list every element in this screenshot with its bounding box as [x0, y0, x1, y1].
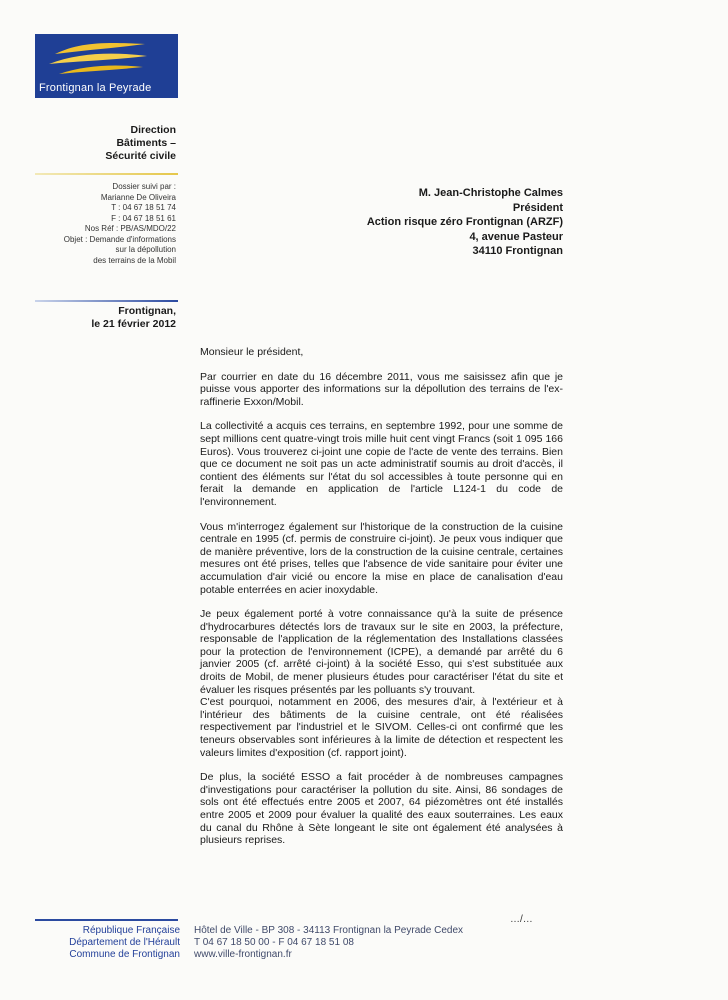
wave-icon — [35, 34, 178, 82]
addressee-line: Président — [512, 201, 563, 214]
addressee-line: 34110 Frontignan — [472, 245, 563, 257]
addressee-line: 4, avenue Pasteur — [469, 230, 563, 243]
dossier-line: Marianne De Oliveira — [100, 192, 176, 202]
salutation: Monsieur le président, — [200, 346, 304, 358]
paragraph: Je peux également porté à votre connaissance qu'à la suite de présence d'hydrocarbures détectés lors de travaux sur le site en 2003, la préfecture, responsable de l'application de la réglementation des Installations classées pour la protection de l'environnement (ICPE), a demandé par arrêté du 6 janvier 2005 (cf. arrêté ci-joint) à la société Esso, qui s'est substituée aux droits de Mobil, de mener plusieurs études pour caractériser l'état du site et évaluer les risques présentés par les polluants s'y trouvant. — [200, 608, 563, 696]
department-block — [105, 124, 176, 163]
date: le 21 février 2012 — [91, 318, 176, 330]
dossier-line: Nos Réf : PB/AS/MDO/22 — [84, 224, 176, 233]
department-line: Sécurité civile — [105, 150, 176, 162]
city: Frontignan, — [118, 305, 176, 317]
city-date-block — [91, 305, 176, 331]
dossier-line: des terrains de la Mobil — [93, 255, 176, 265]
footer-divider — [35, 919, 178, 921]
dossier-block — [64, 182, 176, 266]
paragraph: Par courrier en date du 16 décembre 2011, vous me saisissez afin que je puisse vous apporter des informations sur la dépollution des terrains de l'ex-raffinerie Exxon/Mobil. — [200, 370, 563, 408]
addressee-line: Action risque zéro Frontignan (ARZF) — [366, 216, 563, 228]
dossier-line: T : 04 67 18 51 74 — [111, 203, 176, 212]
dossier-line: Objet : Demande d'informations — [63, 234, 176, 244]
footer-left-line: République Française — [82, 925, 180, 936]
divider-yellow — [35, 173, 178, 175]
footer-phone: T 04 67 18 50 00 - F 04 67 18 51 08 — [194, 937, 354, 948]
department-line: Bâtiments – — [116, 137, 176, 149]
paragraph: Vous m'interrogez également sur l'historique de la construction de la cuisine centrale en 1995 (cf. permis de construire ci-joint). Je peux vous indiquer que de manière préventive, lors de la construction de la cuisine centrale, certaines mesures ont été prises, telles que l'absence de vide sanitaire pour éviter une accumulation d'air vicié ou encore la mise en place de canalisation d'eau potable enterrées en acier inoxydable. — [200, 520, 563, 596]
footer-website[interactable]: www.ville-frontignan.fr — [194, 949, 292, 960]
paragraph: C'est pourquoi, notamment en 2006, des mesures d'air, à l'extérieur et à l'intérieur des bâtiments de la cuisine centrale, ont été réalisées respectivement par l'industriel et le SIVOM. Celles-ci ont confirmé que les teneurs observables sont inférieures à la limite de détection et respectent les valeurs limites d'exposition (cf. rapport joint). — [200, 696, 563, 759]
footer-left-line: Commune de Frontignan — [69, 949, 180, 960]
divider-blue — [35, 300, 178, 302]
dossier-line: F : 04 67 18 51 61 — [111, 213, 176, 223]
letter-body — [200, 346, 563, 859]
footer-left-line: Département de l'Hérault — [69, 937, 180, 948]
logo-text: Frontignan la Peyrade — [39, 82, 152, 94]
continuation-mark: …/… — [510, 914, 533, 925]
addressee-line: M. Jean-Christophe Calmes — [418, 187, 563, 199]
dossier-line: Dossier suivi par : — [112, 182, 176, 191]
paragraph: La collectivité a acquis ces terrains, en septembre 1992, pour une somme de sept millions cent quatre-vingt trois mille huit cent vingt Francs (soit 1 095 166 Euros). Vous trouverez ci-joint une copie de l'acte de vente des terrains. Bien que ce document ne soit pas un acte administratif soumis au droit d'accès, il contient des éléments sur l'état du sol accessibles à toute personne qui en ferait la demande en application de l'article L124-1 du code de l'environnement. — [200, 420, 563, 508]
dossier-line: sur la dépollution — [115, 245, 176, 254]
footer-right — [194, 925, 463, 961]
addressee-block — [367, 186, 563, 259]
paragraph: De plus, la société ESSO a fait procéder à de nombreuses campagnes d'investigations pour caractériser la pollution du site. Ainsi, 86 sondages de sols ont été effectués entre 2005 et 2007, 64 piézomètres ont été installés entre 2005 et 2009 pour évaluer la qualité des eaux souterraines. Les eaux du canal du Rhône à Sète longeant le site ont également été analysées à plusieurs reprises. — [200, 771, 563, 847]
footer-left — [69, 925, 180, 961]
department-line: Direction — [130, 124, 176, 136]
municipal-logo — [35, 34, 178, 98]
footer-address: Hôtel de Ville - BP 308 - 34113 Frontignan la Peyrade Cedex — [194, 925, 464, 936]
